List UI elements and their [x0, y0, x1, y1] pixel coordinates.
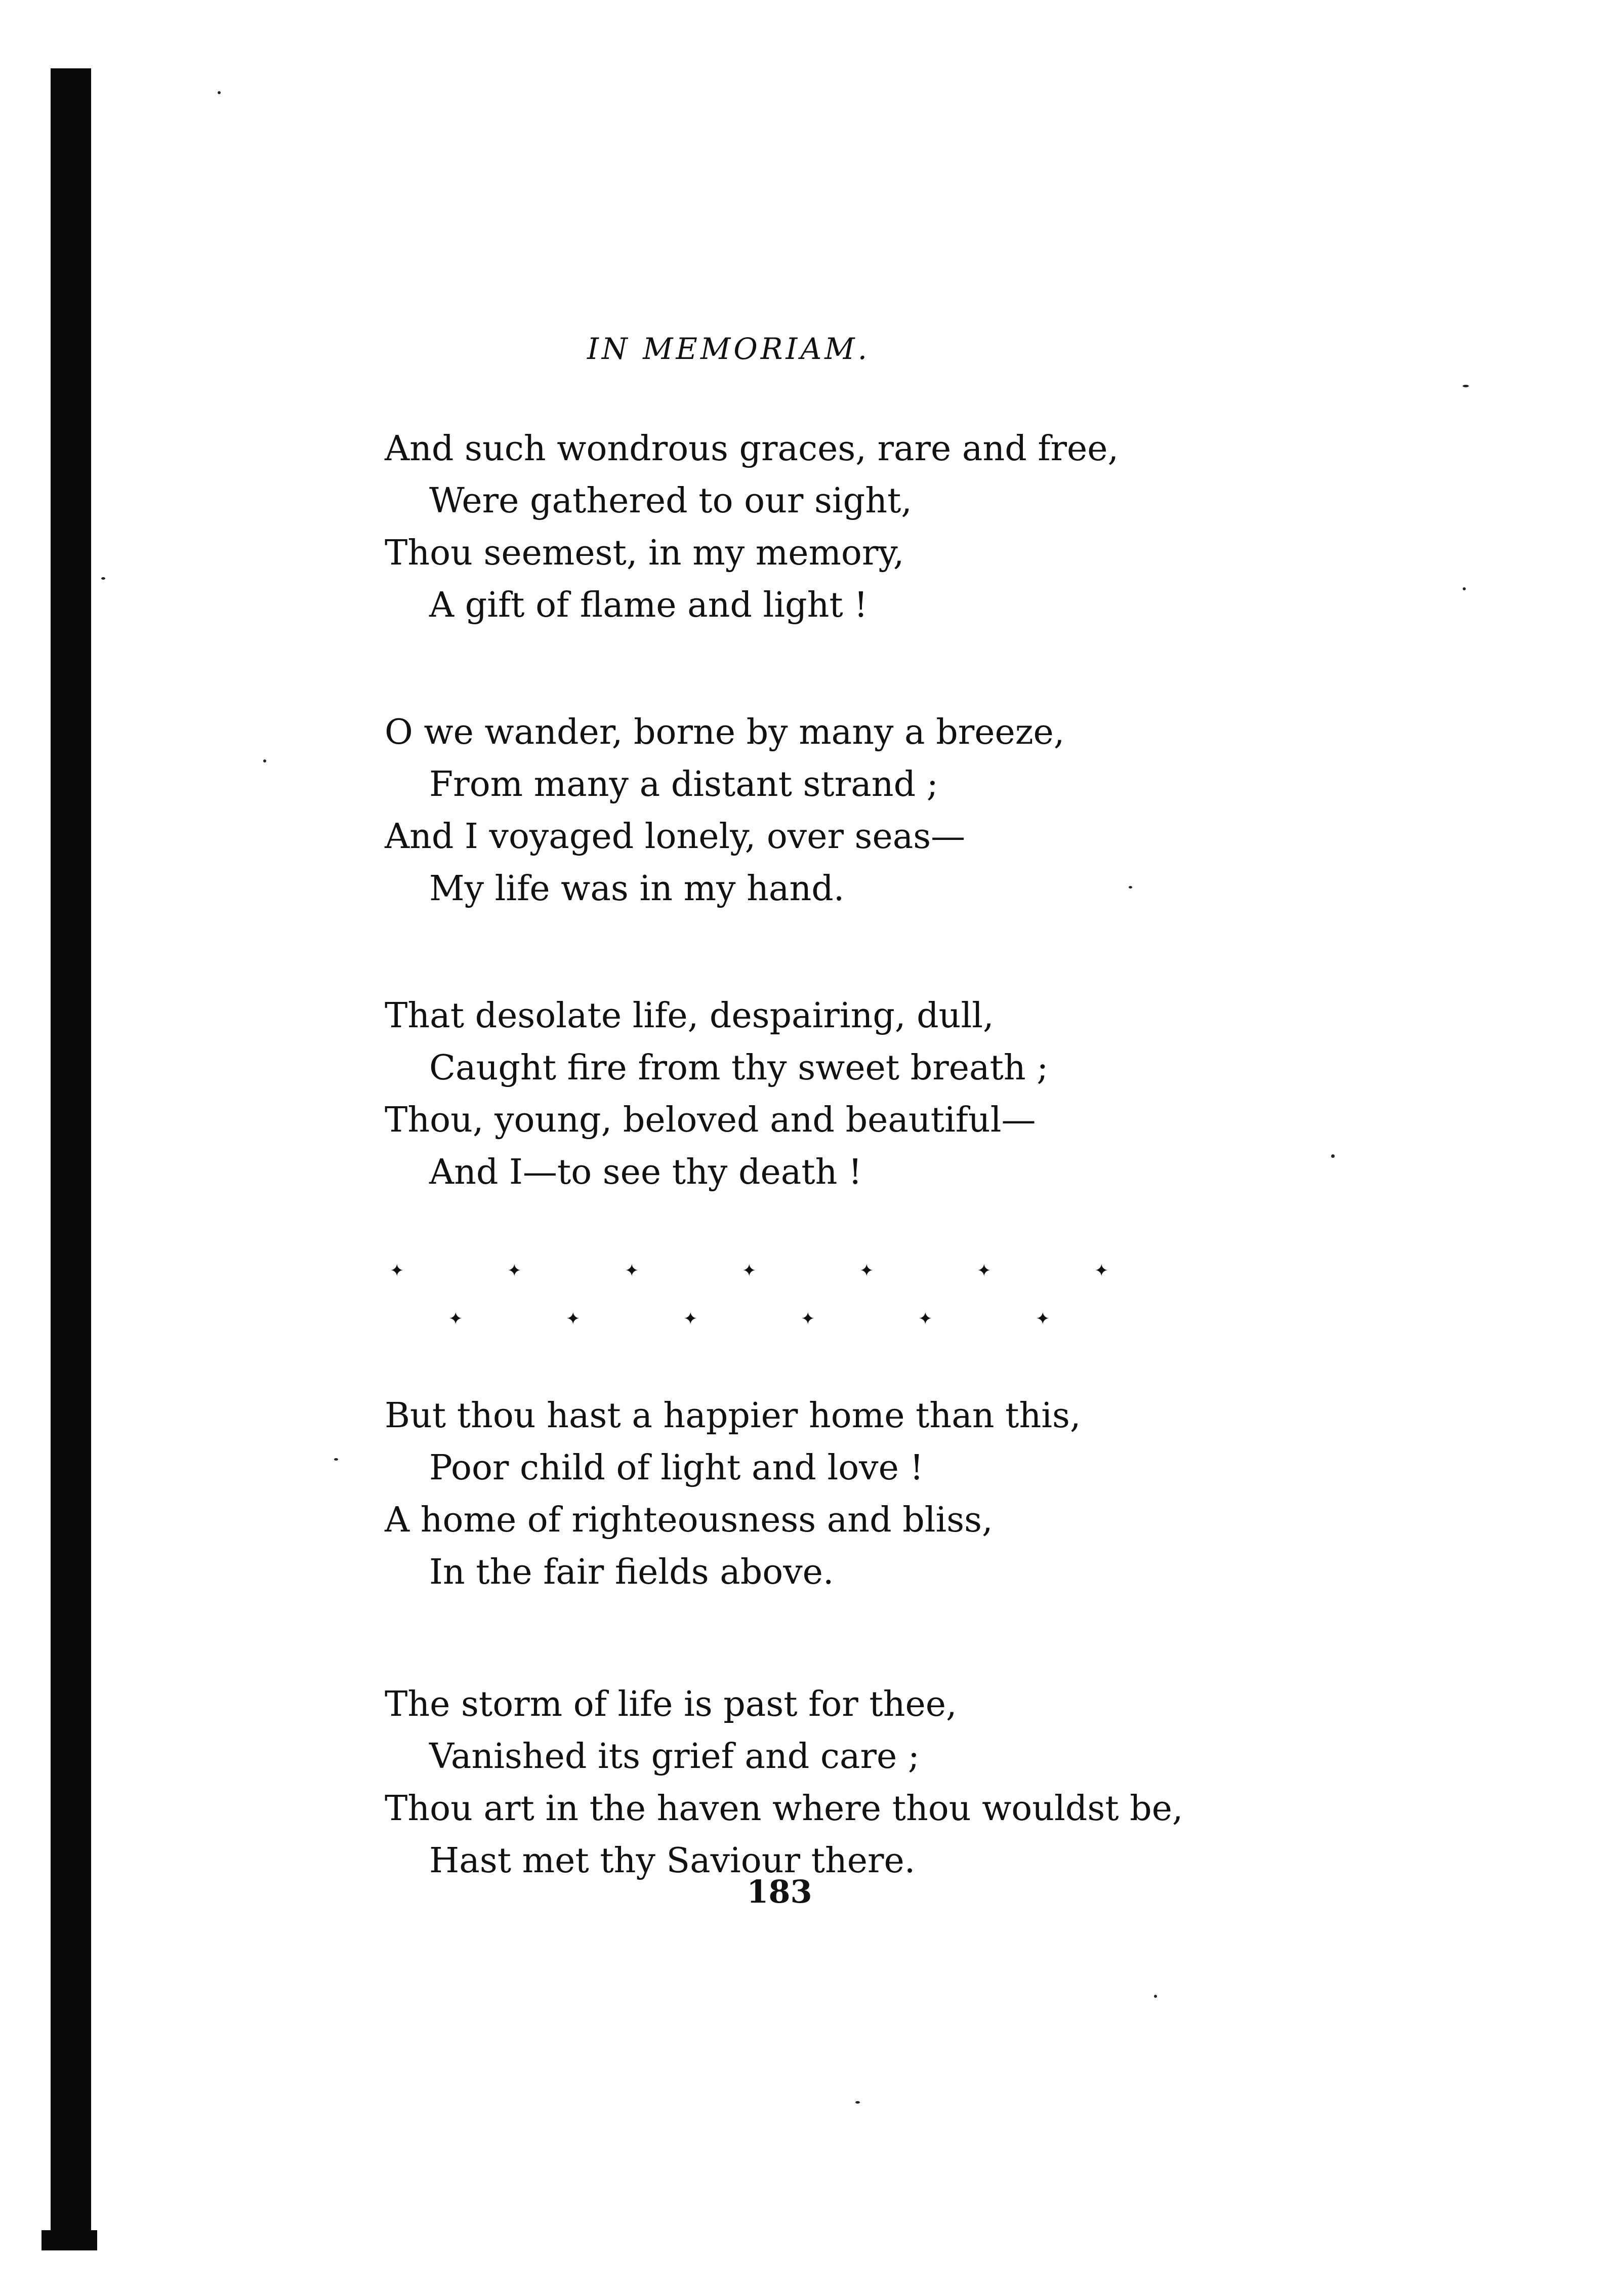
ornament-fleuron-icon: ✦	[390, 1261, 404, 1281]
poem-line: Thou, young, beloved and beautiful—	[385, 1100, 1036, 1140]
scan-speck	[855, 2101, 860, 2104]
book-spine-foot	[42, 2230, 97, 2250]
poem-line: Thou seemest, in my memory,	[385, 533, 904, 573]
stanza-1	[385, 423, 1296, 631]
poem-line: Hast met thy Saviour there.	[429, 1841, 916, 1881]
ornament-fleuron-icon: ✦	[742, 1261, 757, 1281]
scan-speck	[1463, 587, 1466, 590]
ornament-row-1	[385, 1256, 1144, 1286]
page-number: 183	[747, 1873, 812, 1910]
scan-speck	[263, 759, 266, 762]
poem-line: That desolate life, despairing, dull,	[385, 996, 994, 1036]
poem-line: From many a distant strand ;	[429, 764, 938, 804]
scan-speck	[218, 91, 221, 94]
poem-line: O we wander, borne by many a breeze,	[385, 712, 1065, 752]
poem-line: And such wondrous graces, rare and free,	[385, 429, 1119, 469]
stanza-3	[385, 990, 1296, 1198]
scan-speck	[1331, 1154, 1335, 1158]
scan-speck	[1154, 1995, 1157, 1998]
ornament-fleuron-icon: ✦	[566, 1309, 581, 1329]
poem-line: And I voyaged lonely, over seas—	[385, 817, 966, 857]
poem-line: A home of righteousness and bliss,	[385, 1500, 993, 1540]
section-break-ornaments	[385, 1256, 1144, 1337]
poem-line: Poor child of light and love !	[429, 1448, 924, 1488]
ornament-fleuron-icon: ✦	[977, 1261, 992, 1281]
scan-speck	[101, 577, 105, 580]
poem-line: A gift of flame and light !	[429, 585, 868, 625]
ornament-fleuron-icon: ✦	[918, 1309, 933, 1329]
ornament-row-2	[385, 1304, 1144, 1334]
running-head: IN MEMORIAM.	[587, 332, 871, 366]
ornament-fleuron-icon: ✦	[507, 1261, 522, 1281]
stanza-5	[385, 1678, 1296, 1887]
stanza-2	[385, 706, 1296, 915]
poem-line: Caught fire from thy sweet breath ;	[429, 1048, 1049, 1088]
poem-line: Thou art in the haven where thou wouldst be,	[385, 1789, 1183, 1829]
poem-line: Vanished its grief and care ;	[429, 1737, 920, 1777]
ornament-fleuron-icon: ✦	[683, 1309, 698, 1329]
poem-line: Were gathered to our sight,	[429, 481, 912, 521]
scan-speck	[1463, 385, 1469, 387]
ornament-fleuron-icon: ✦	[1094, 1261, 1109, 1281]
poem-line: My life was in my hand.	[429, 869, 845, 909]
stanza-4	[385, 1390, 1296, 1598]
ornament-fleuron-icon: ✦	[625, 1261, 639, 1281]
ornament-fleuron-icon: ✦	[448, 1309, 463, 1329]
scan-speck	[1129, 886, 1132, 889]
ornament-fleuron-icon: ✦	[1036, 1309, 1050, 1329]
book-spine-shadow	[51, 68, 91, 2245]
poem-line: The storm of life is past for thee,	[385, 1684, 957, 1724]
ornament-fleuron-icon: ✦	[859, 1261, 874, 1281]
poem-line: But thou hast a happier home than this,	[385, 1396, 1081, 1436]
poem-line: And I—to see thy death !	[429, 1152, 862, 1192]
scan-speck	[334, 1458, 338, 1461]
ornament-fleuron-icon: ✦	[801, 1309, 815, 1329]
poem-line: In the fair fields above.	[429, 1552, 834, 1592]
